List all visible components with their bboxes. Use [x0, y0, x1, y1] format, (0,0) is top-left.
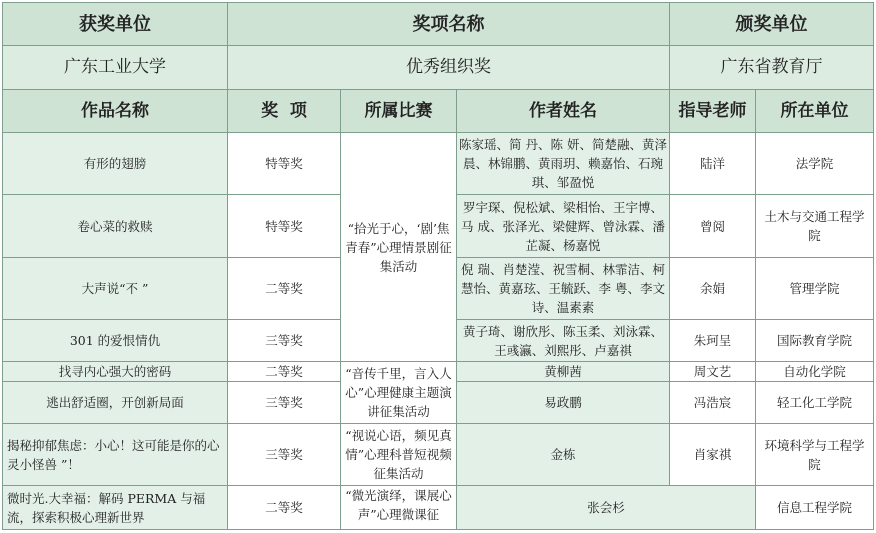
prize-level: 三等奖 [228, 424, 341, 486]
header-award-name: 奖项名称 [228, 3, 670, 46]
work-title: 揭秘抑郁焦虑：小心！这可能是你的心灵小怪兽 ”！ [3, 424, 228, 486]
teacher-name: 周文艺 [670, 362, 756, 382]
work-title: 301 的爱恨情仇 [3, 320, 228, 362]
unit-name: 自动化学院 [756, 362, 874, 382]
competition-name: “拾光于心，‘剧’焦青春”心理情景剧征集活动 [341, 133, 457, 362]
author-names: 黄子琦、谢欣彤、陈玉柔、刘泳霖、王彧瀛、刘熙彤、卢嘉祺 [457, 320, 670, 362]
prize-level: 二等奖 [228, 486, 341, 530]
competition-name: “微光演绎，课展心声”心理微课征 [341, 486, 457, 530]
work-title: 大声说“不 ” [3, 258, 228, 320]
teacher-name: 余娟 [670, 258, 756, 320]
competition-name: “音传千里，言入人心”心理健康主题演讲征集活动 [341, 362, 457, 424]
prize-level: 特等奖 [228, 195, 341, 258]
work-title: 逃出舒适圈，开创新局面 [3, 382, 228, 424]
author-names: 陈家瑶、简 丹、陈 妍、简楚融、黄泽晨、林锦鹏、黄雨玥、赖嘉怡、石琬琪、邹盈悦 [457, 133, 670, 195]
author-names: 黄柳茜 [457, 362, 670, 382]
unit-name: 轻工化工学院 [756, 382, 874, 424]
unit-name: 法学院 [756, 133, 874, 195]
unit-name: 信息工程学院 [756, 486, 874, 530]
teacher-name: 朱珂呈 [670, 320, 756, 362]
work-title: 有形的翅膀 [3, 133, 228, 195]
prize-level: 三等奖 [228, 320, 341, 362]
award-table [2, 2, 874, 530]
header-award-unit: 获奖单位 [3, 3, 228, 46]
header-issuer: 颁奖单位 [670, 3, 874, 46]
teacher-name: 冯浩宸 [670, 382, 756, 424]
teacher-name: 曾阅 [670, 195, 756, 258]
column-header-authors: 作者姓名 [457, 90, 670, 133]
unit-name: 土木与交通工程学院 [756, 195, 874, 258]
work-title: 卷心菜的救赎 [3, 195, 228, 258]
award-unit: 广东工业大学 [3, 46, 228, 90]
table-row [3, 424, 874, 486]
table-row [3, 362, 874, 382]
column-header-unit: 所在单位 [756, 90, 874, 133]
column-header-work: 作品名称 [3, 90, 228, 133]
competition-name: “视说心语，频见真情”心理科普短视频征集活动 [341, 424, 457, 486]
teacher-name: 肖家祺 [670, 424, 756, 486]
prize-level: 三等奖 [228, 382, 341, 424]
author-names: 张会杉 [457, 486, 756, 530]
prize-level: 特等奖 [228, 133, 341, 195]
award-issuer: 广东省教育厅 [670, 46, 874, 90]
author-names: 金栋 [457, 424, 670, 486]
prize-level: 二等奖 [228, 362, 341, 382]
column-header-competition: 所属比赛 [341, 90, 457, 133]
unit-name: 管理学院 [756, 258, 874, 320]
work-title: 微时光.大幸福：解码 PERMA 与福流，探索积极心理新世界 [3, 486, 228, 530]
unit-name: 国际教育学院 [756, 320, 874, 362]
teacher-name: 陆洋 [670, 133, 756, 195]
table-row [3, 133, 874, 195]
column-header-prize: 奖 项 [228, 90, 341, 133]
prize-level: 二等奖 [228, 258, 341, 320]
author-names: 倪 瑞、肖楚滢、祝雪桐、林霏洁、柯慧怡、黄嘉玹、王毓跃、李 粤、李文诗、温素素 [457, 258, 670, 320]
author-names: 罗宇琛、倪松斌、梁相怡、王宇博、马 成、张泽光、梁健辉、曾泳霖、潘芷凝、杨嘉悦 [457, 195, 670, 258]
column-header-teacher: 指导老师 [670, 90, 756, 133]
work-title: 找寻内心强大的密码 [3, 362, 228, 382]
award-name: 优秀组织奖 [228, 46, 670, 90]
table-row [3, 486, 874, 530]
author-names: 易政鹏 [457, 382, 670, 424]
unit-name: 环境科学与工程学院 [756, 424, 874, 486]
